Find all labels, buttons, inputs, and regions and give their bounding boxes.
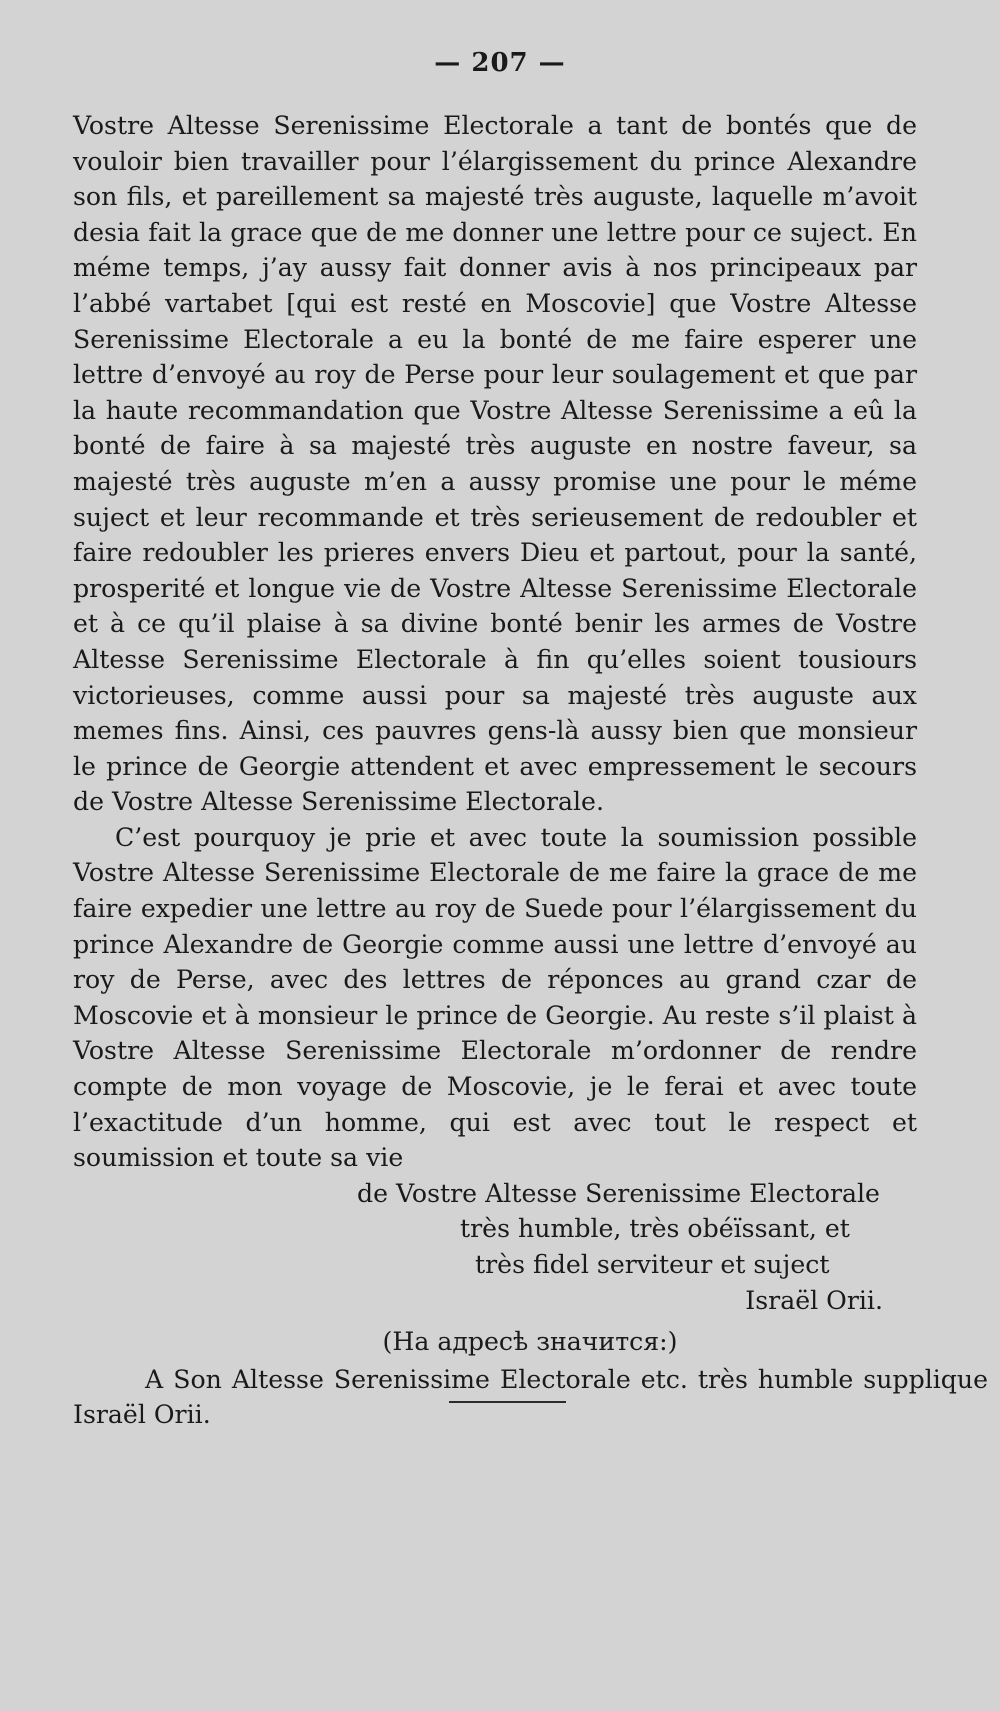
- signature: Israël Orii.: [745, 1285, 883, 1315]
- paragraph-1: Vostre Altesse Serenissime Electorale a tant de bontés que de vouloir bien travailler pour l’élargissement du prince Alexandre son fils, et pareillement sa majesté très auguste, laquelle m’avoit desia fait la grace que de me donner une lettre pour ce suject. En méme temps, j’ay aussy fait donner avis à nos principeaux par l’abbé vartabet [qui est resté en Moscovie] que Vostre Altesse Serenissime Electorale a eu la bonté de me faire esperer une lettre d’envoyé au roy de Perse pour leur soulagement et que par la haute recommandation que Vostre Altesse Serenissime a eû la bonté de faire à sa majesté très auguste en nostre faveur, sa majesté très auguste m’en a aussy promise une pour le méme suject et leur recommande et très serieusement de redoubler et faire redoubler les prieres envers Dieu et partout, pour la santé, prosperité et longue vie de Vostre Altesse Serenissime Electorale et à ce qu’il plaise à sa divine bonté benir les armes de Vostre Altesse Serenissime Electorale à fin qu’elles soient tousiours victorieuses, comme aussi pour sa majesté très auguste aux memes fins. Ainsi, ces pauvres gens-là aussy bien que monsieur le prince de Georgie attendent et avec empressement le secours de Vostre Altesse Serenissime Electorale.: [73, 111, 917, 817]
- closing-line-1: de Vostre Altesse Serenissime Electorale: [357, 1178, 880, 1208]
- letter-body: [73, 108, 989, 1433]
- address-line-1: A Son Altesse Serenissime Electorale etc. très humble supplique: [145, 1364, 989, 1394]
- section-divider: [449, 1401, 566, 1403]
- closing-line-2: très humble, très obéïssant, et: [460, 1214, 850, 1244]
- letter-closing: [73, 1176, 917, 1318]
- closing-line-3: très fidel serviteur et suject: [475, 1250, 830, 1279]
- page-number: — 207 —: [434, 48, 566, 78]
- address-line-2: Israël Orii.: [73, 1400, 211, 1430]
- address-block: [73, 1362, 989, 1433]
- paragraph-2: C’est pourquoy je prie et avec toute la soumission possible Vostre Altesse Serenissime Electorale de me faire la grace de me faire expedier une lettre au roy de Suede pour l’élargissement du prince Alexandre de Georgie comme aussi une lettre d’envoyé au roy de Perse, avec des lettres de réponces au grand czar de Moscovie et à monsieur le prince de Georgie. Au reste s’il plaist à Vostre Altesse Serenissime Electorale m’ordonner de rendre compte de mon voyage de Moscovie, je le ferai et avec toute l’exactitude d’un homme, qui est avec tout le respect et soumission et toute sa vie: [73, 822, 917, 1173]
- address-note: (На адресѣ значится:): [382, 1327, 678, 1357]
